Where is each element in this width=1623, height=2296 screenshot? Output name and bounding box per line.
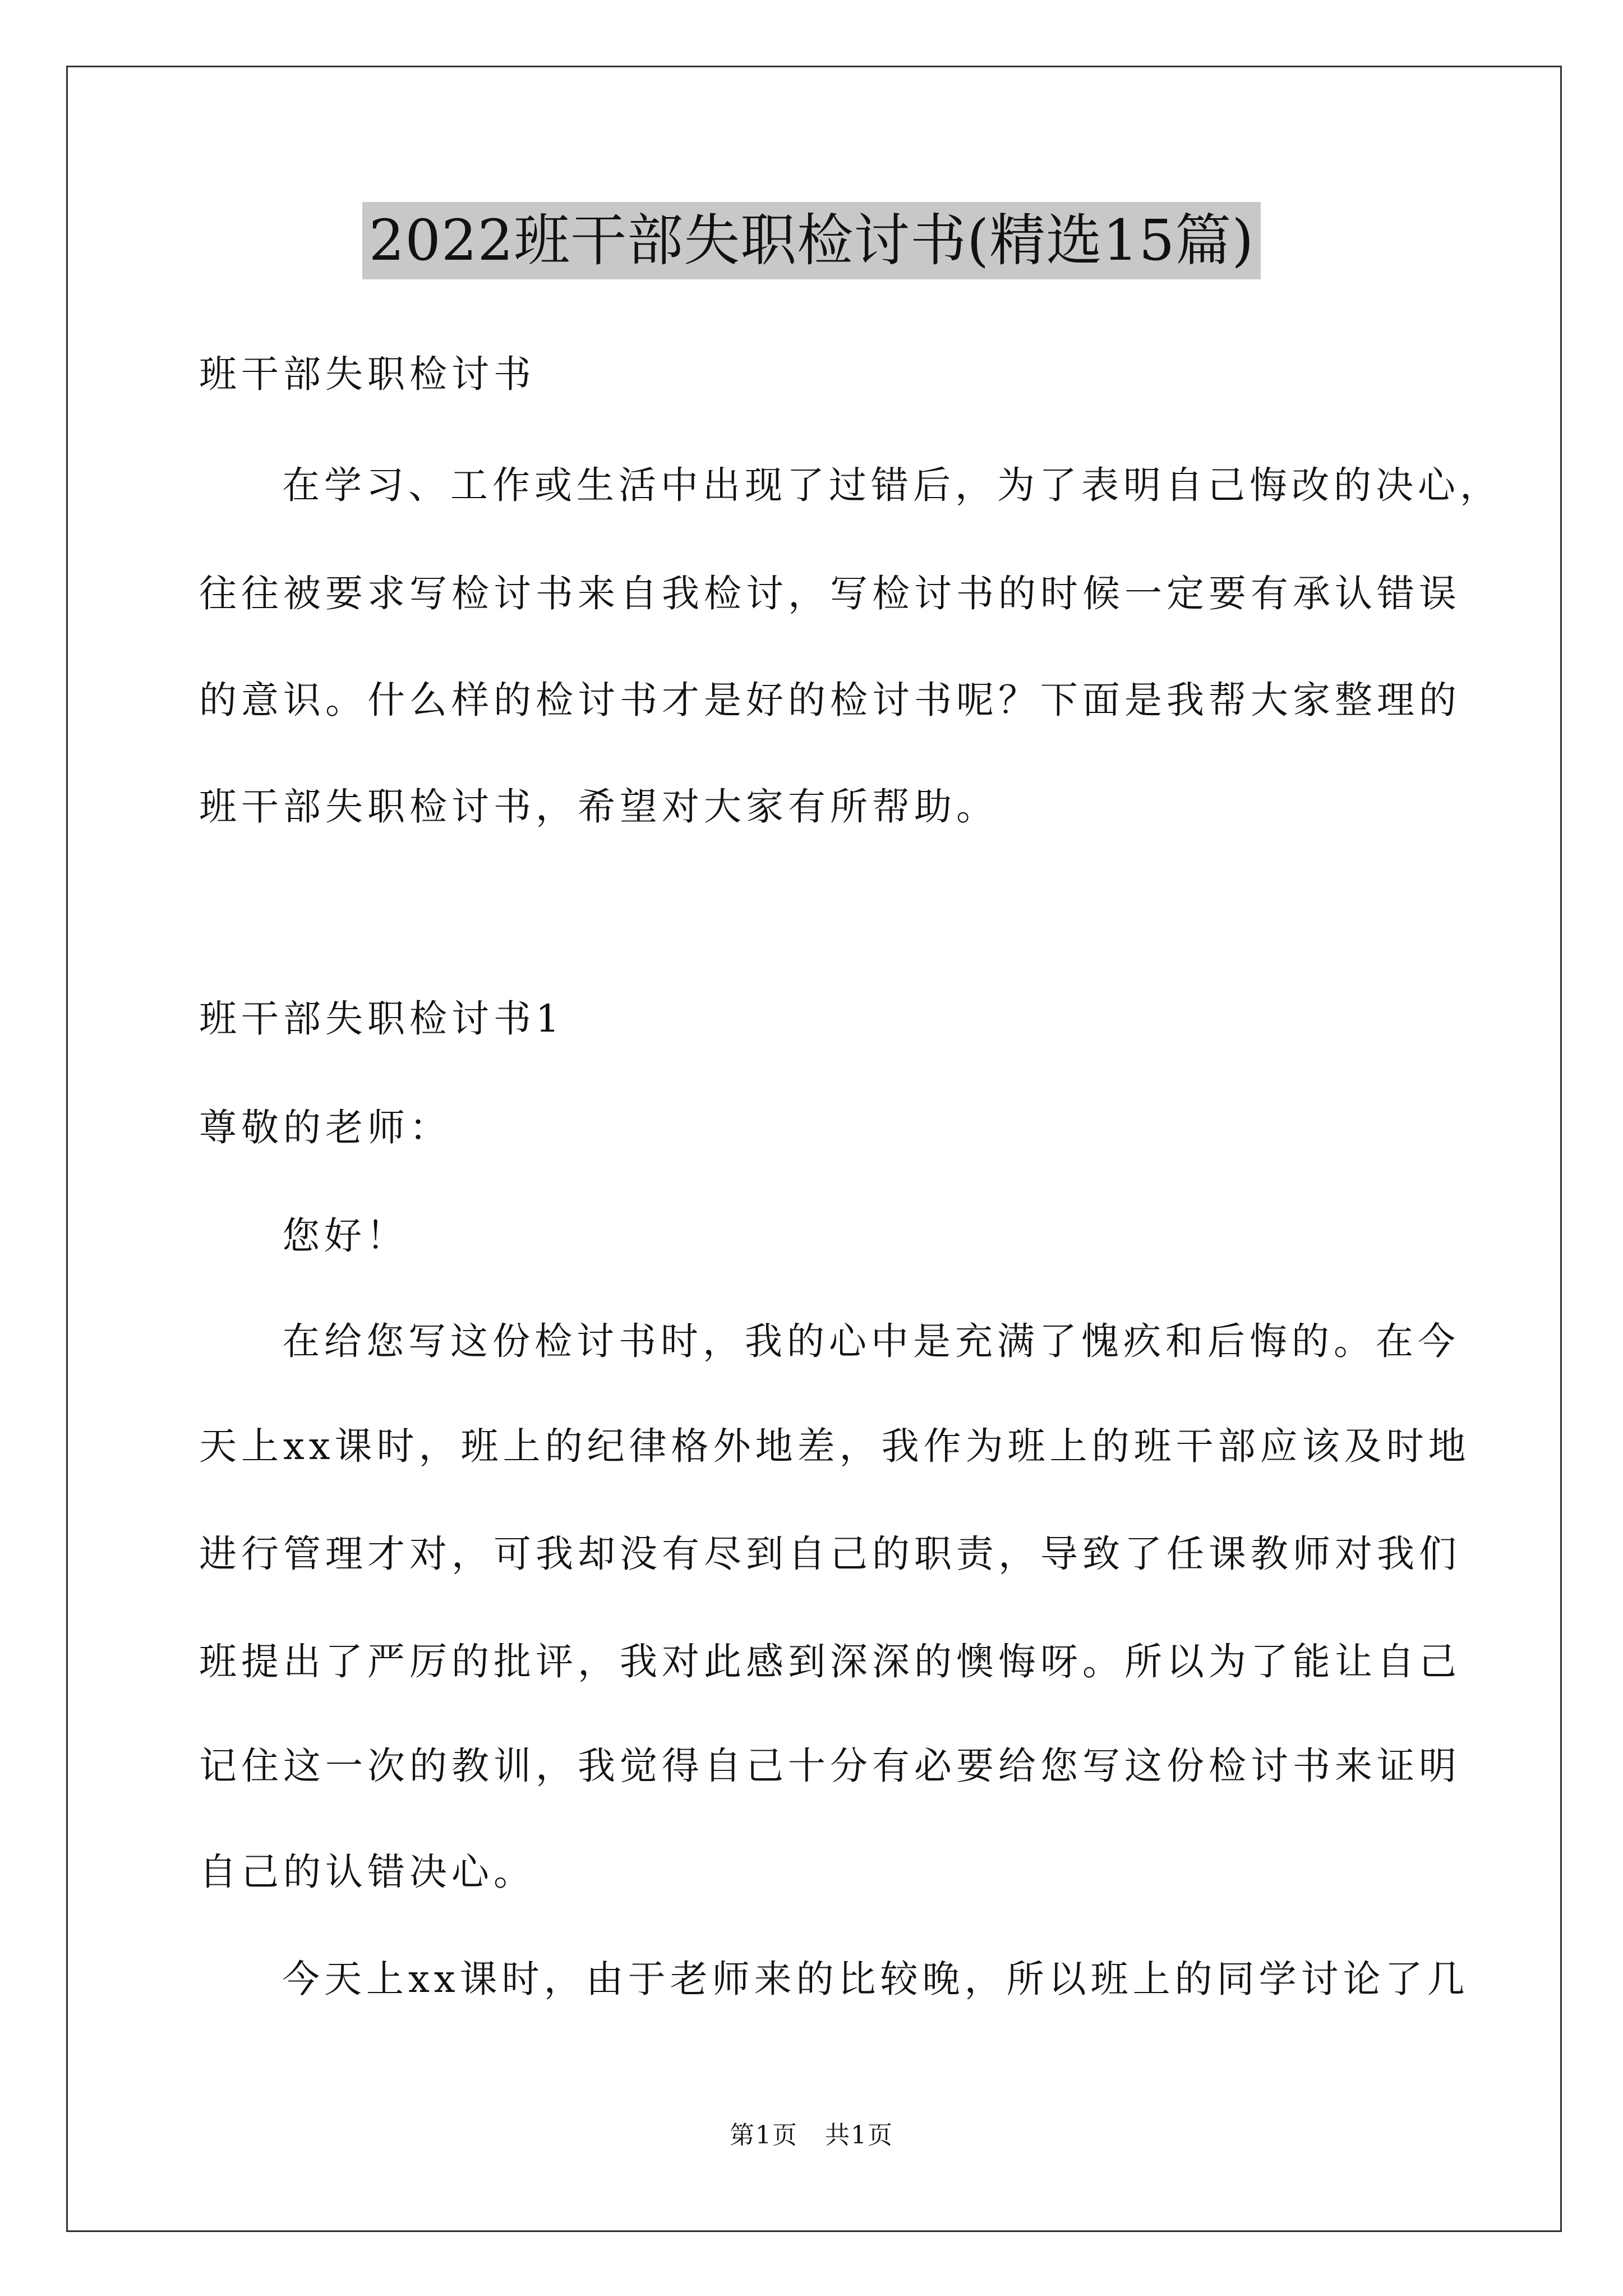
section-heading: 班干部失职检讨书1 [199, 997, 564, 1041]
paragraph-line: 自己的认错决心。 [199, 1850, 536, 1894]
greeting: 您好！ [282, 1214, 408, 1258]
paragraph-line: 的意识。什么样的检讨书才是好的检讨书呢？下面是我帮大家整理的 [199, 678, 1461, 722]
paragraph-line: 在学习、工作或生活中出现了过错后，为了表明自己悔改的决心， [282, 463, 1502, 507]
paragraph-line: 记住这一次的教训，我觉得自己十分有必要给您写这份检讨书来证明 [199, 1744, 1461, 1788]
page-number: 第1页 [730, 2121, 798, 2150]
salutation: 尊敬的老师： [199, 1106, 451, 1149]
paragraph-line: 在给您写这份检讨书时，我的心中是充满了愧疚和后悔的。在今 [282, 1319, 1460, 1363]
paragraph-line: 天上xx课时，班上的纪律格外地差，我作为班上的班干部应该及时地 [199, 1424, 1470, 1468]
document-title: 2022班干部失职检讨书(精选15篇) [362, 202, 1261, 279]
section-heading: 班干部失职检讨书 [199, 352, 536, 396]
paragraph-line: 往往被要求写检讨书来自我检讨，写检讨书的时候一定要有承认错误 [199, 572, 1461, 615]
paragraph-line: 今天上xx课时，由于老师来的比较晚，所以班上的同学讨论了几 [282, 1957, 1469, 2001]
title-container [0, 202, 1623, 279]
paragraph-line: 班提出了严厉的批评，我对此感到深深的懊悔呀。所以为了能让自己 [199, 1640, 1461, 1683]
paragraph-line: 进行管理才对，可我却没有尽到自己的职责，导致了任课教师对我们 [199, 1532, 1461, 1576]
paragraph-line: 班干部失职检讨书，希望对大家有所帮助。 [199, 785, 998, 829]
page-total: 共1页 [825, 2121, 893, 2150]
page-footer [0, 2115, 1623, 2151]
